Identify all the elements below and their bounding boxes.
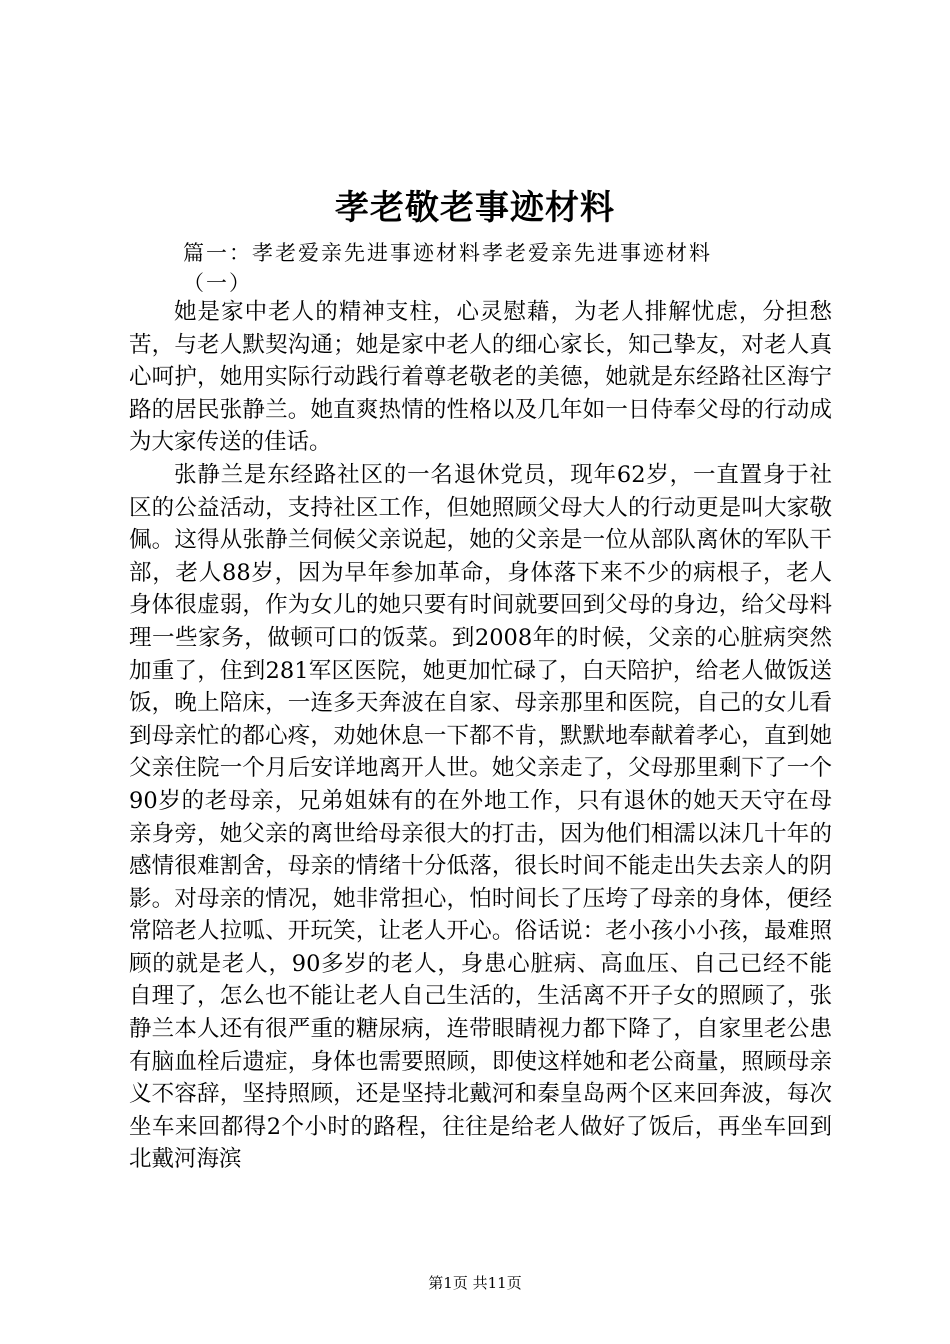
page-footer: 第1页 共11页 [428,1274,522,1292]
body-text [129,296,832,1176]
article-heading: 篇一：孝老爱亲先进事迹材料孝老爱亲先进事迹材料 [183,241,712,265]
paragraph-2: 张静兰是东经路社区的一名退休党员，现年62岁，一直置身于社区的公益活动，支持社区工作，但她照顾父母大人的行动更是叫大家敬佩。这得从张静兰伺候父亲说起，她的父亲是一位从部队离休的军队干部，老人88岁，因为早年参加革命，身体落下来不少的病根子，老人身体很虚弱，作为女儿的她只要有时间就要回到父母的身边，给父母料理一些家务，做顿可口的饭菜。到2008年的时候，父亲的心脏病突然加重了，住到281军区医院，她更加忙碌了，白天陪护，给老人做饭送饭，晚上陪床，一连多天奔波在自家、母亲那里和医院，自己的女儿看到母亲忙的都心疼，劝她休息一下都不肯，默默地奉献着孝心，直到她父亲住院一个月后安详地离开人世。她父亲走了，父母那里剩下了一个90岁的老母亲，兄弟姐妹有的在外地工作，只有退休的她天天守在母亲身旁，她父亲的离世给母亲很大的打击，因为他们相濡以沫几十年的感情很难割舍，母亲的情绪十分低落，很长时间不能走出失去亲人的阴影。对母亲的情况，她非常担心，怕时间长了压垮了母亲的身体，便经常陪老人拉呱、开玩笑，让老人开心。俗话说：老小孩小小孩，最难照顾的就是老人，90多岁的老人，身患心脏病、高血压、自己已经不能自理了，怎么也不能让老人自己生活的，生活离不开子女的照顾了，张静兰本人还有很严重的糖尿病，连带眼睛视力都下降了，自家里老公患有脑血栓后遗症，身体也需要照顾，即使这样她和老公商量，照顾母亲义不容辞，坚持照顾，还是坚持北戴河和秦皇岛两个区来回奔波，每次坐车来回都得2个小时的路程，往往是给老人做好了饭后，再坐车回到北戴河海滨 [129,461,832,1173]
document-title: 孝老敬老事迹材料 [335,188,615,228]
paragraph-1: 她是家中老人的精神支柱，心灵慰藉，为老人排解忧虑，分担愁苦，与老人默契沟通；她是家中老人的细心家长，知己挚友，对老人真心呵护，她用实际行动践行着尊老敬老的美德，她就是东经路社区海宁路的居民张静兰。她直爽热情的性格以及几年如一日侍奉父母的行动成为大家传送的佳话。 [129,299,832,456]
article-section-marker: （一） [183,271,252,295]
